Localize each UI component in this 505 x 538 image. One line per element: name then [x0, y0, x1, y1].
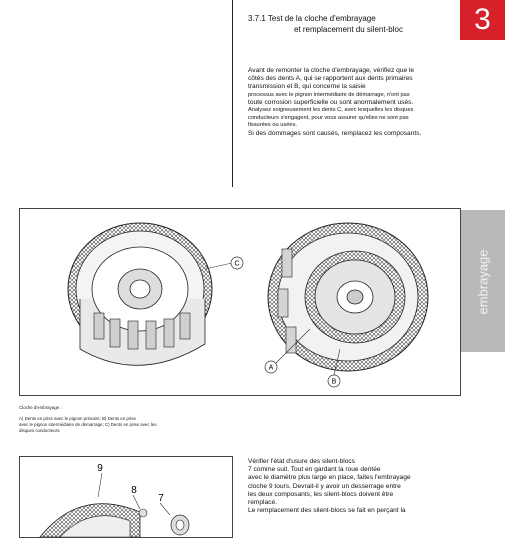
column-divider: [232, 0, 233, 187]
paragraph-silent-block: [248, 458, 463, 515]
callout-c: C: [234, 260, 240, 268]
caption-line: avec le pignon intermédiaire de démarrage; C) Dents en prise avec les: [19, 422, 157, 427]
silent-block-figure: [19, 456, 233, 538]
figure-caption: [19, 405, 219, 434]
section-title: 3.7.1 Test de la cloche d'embrayage: [248, 14, 376, 23]
silent-block-illustration: [20, 457, 232, 537]
paragraph-line: processus avec le pignon intermédiaire de démarrage, n'ont pas: [248, 91, 410, 98]
paragraph-inspection: [248, 67, 458, 139]
paragraph-line: les deux composants, les silent-blocs doivent être: [248, 490, 394, 498]
callout-7: 7: [158, 493, 164, 504]
section-subtitle: et remplacement du silent-bloc: [294, 25, 403, 34]
paragraph-line: Avant de remonter la cloche d'embrayage, vérifiez que le: [248, 67, 415, 74]
caption-line: A) Dents en prise avec le pignon primaire; B) Dents en prise: [19, 416, 136, 421]
paragraph-line: remplacé.: [248, 499, 277, 507]
paragraph-line: Vérifier l'état d'usure des silent-blocs: [248, 458, 355, 465]
chapter-number: 3: [474, 3, 491, 36]
paragraph-line: avec le diamètre plus large en place, faites l'embrayage: [248, 474, 411, 482]
clutch-basket-left: [68, 223, 212, 365]
callout-b: B: [331, 378, 337, 386]
chapter-tab: [460, 0, 505, 40]
paragraph-line: côtés des dents A, qui se rapportent aux dents primaires: [248, 75, 413, 83]
paragraph-line: toute corrosion superficielle ou sont anormalement usés.: [248, 99, 414, 107]
clutch-housing-illustration: [20, 209, 460, 395]
paragraph-line: 7 comme suit. Tout en gardant la roue dentée: [248, 466, 381, 474]
caption-title: Cloche d'embrayage :: [19, 405, 62, 410]
clutch-housing-figure: [19, 208, 461, 396]
callout-9: 9: [97, 463, 103, 474]
paragraph-line: cloche 9 tours. Devrait-il y avoir un desserrage entre: [248, 482, 401, 490]
paragraph-line: Analysez soigneusement les dents C, avec lesquelles les disques: [248, 107, 414, 114]
section-heading: [248, 13, 458, 35]
caption-line: disques conducteurs.: [19, 428, 61, 433]
paragraph-line: Le remplacement des silent-blocs se fait en perçant la: [248, 507, 406, 515]
callout-8: 8: [131, 485, 137, 496]
clutch-basket-right: [268, 223, 428, 371]
paragraph-line: Si des dommages sont causés, remplacez les composants.: [248, 130, 422, 138]
chapter-side-label: [473, 222, 493, 342]
chapter-name: embrayage: [475, 249, 491, 315]
paragraph-line: fissurées ou usées.: [248, 122, 298, 129]
callout-a: A: [268, 364, 274, 372]
paragraph-line: transmission et B, qui concerne la saisie: [248, 83, 366, 91]
paragraph-line: conducteurs s'engagent, pour vous assurer qu'elles ne sont pas: [248, 114, 409, 121]
